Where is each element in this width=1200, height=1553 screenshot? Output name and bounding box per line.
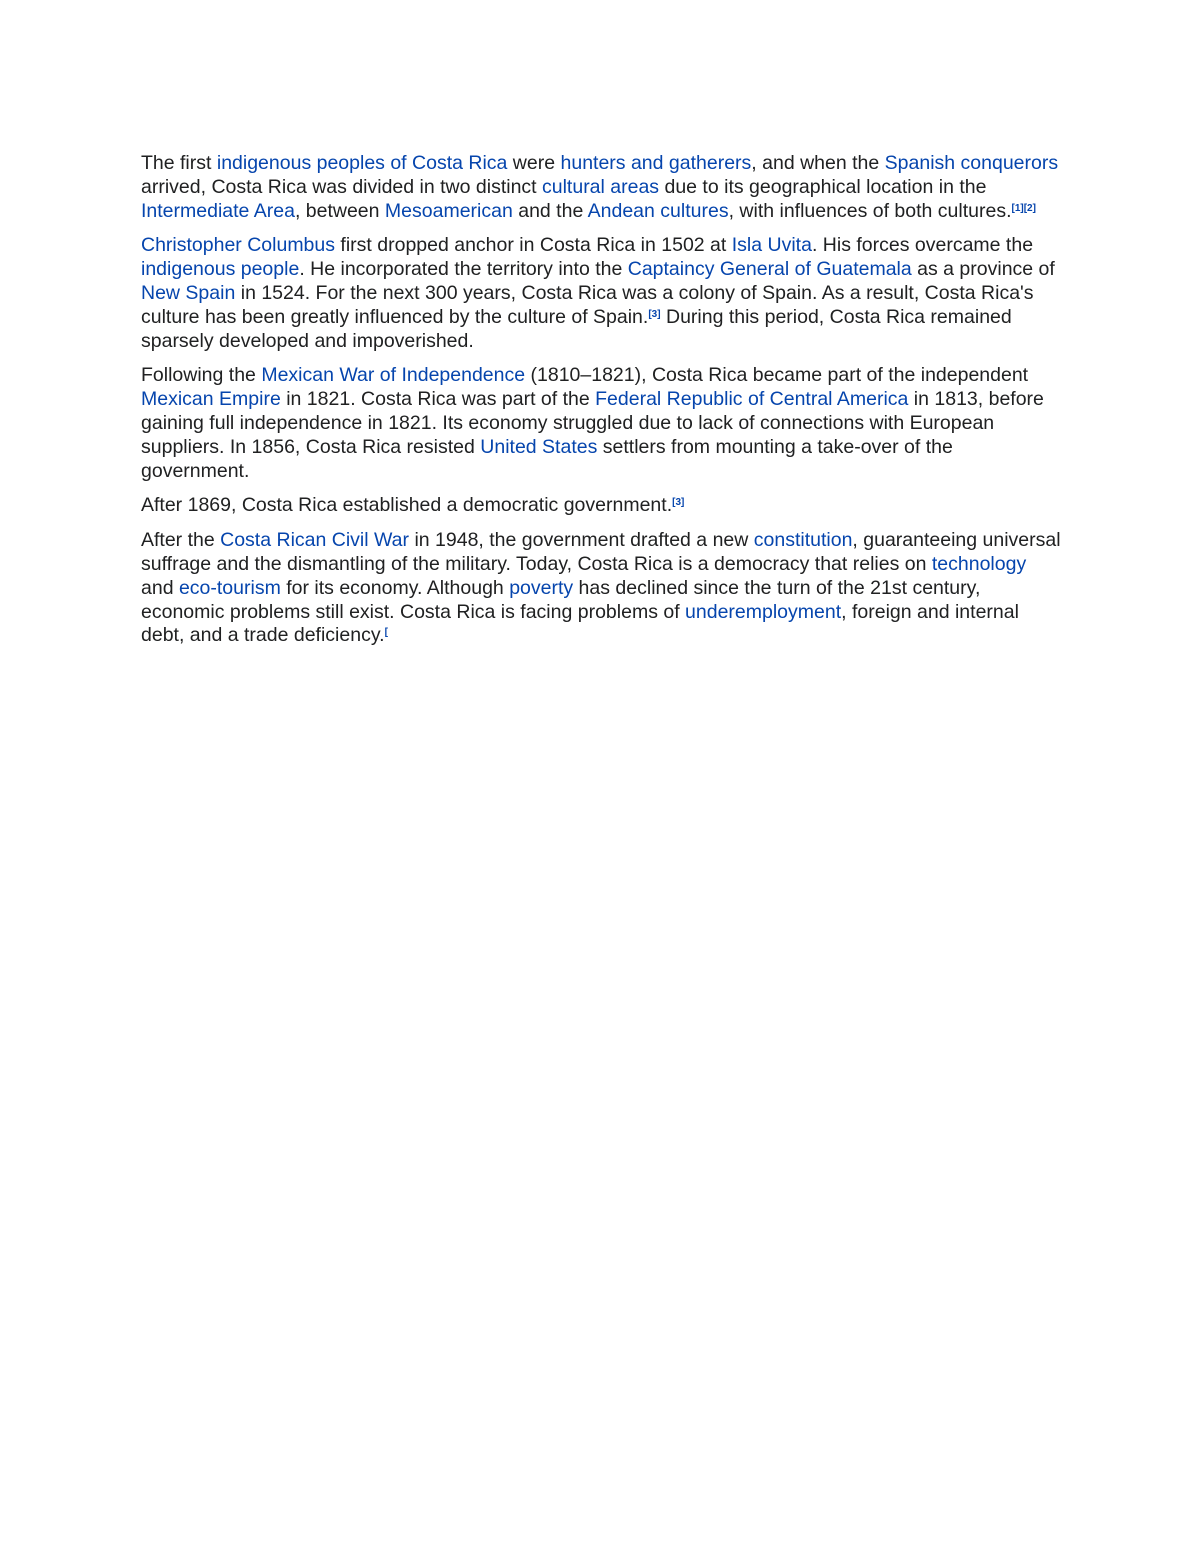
citation-ref[interactable]: [ bbox=[384, 627, 388, 639]
article-link[interactable]: Andean cultures bbox=[587, 199, 729, 222]
paragraph bbox=[141, 494, 1061, 518]
text-run: , and when the bbox=[751, 152, 885, 174]
text-run: for its economy. Although bbox=[280, 576, 510, 599]
citation-ref[interactable]: [3] bbox=[648, 308, 661, 320]
text-run: and the bbox=[512, 199, 588, 222]
article-link[interactable]: indigenous peoples of Costa Rica bbox=[216, 152, 508, 174]
text-run: due to its geographical location in the bbox=[659, 175, 987, 198]
text-run: Following the bbox=[141, 364, 262, 387]
text-run: , guaranteeing universal suffrage and the dismantling of the military. Today, Costa Rica is a democracy that relies on bbox=[141, 529, 1061, 575]
article-link[interactable]: Mexican Empire bbox=[141, 388, 281, 411]
citation-ref[interactable]: [1][2] bbox=[1011, 202, 1036, 214]
text-run: arrived, Costa Rica was divided in two distinct bbox=[141, 175, 542, 198]
article-link[interactable]: Mesoamerican bbox=[384, 199, 513, 222]
article-link[interactable]: underemployment bbox=[685, 600, 842, 623]
article-link[interactable]: Christopher Columbus bbox=[141, 234, 336, 257]
article-link[interactable]: indigenous people bbox=[141, 258, 300, 281]
text-run: After 1869, Costa Rica established a democratic government. bbox=[141, 494, 673, 517]
article-link[interactable]: cultural areas bbox=[542, 175, 660, 198]
citation-ref[interactable]: [3] bbox=[672, 497, 685, 509]
paragraph bbox=[141, 152, 1061, 223]
article-link[interactable]: Isla Uvita bbox=[731, 234, 812, 257]
text-run: were bbox=[507, 152, 561, 174]
article-link[interactable]: Mexican War of Independence bbox=[261, 364, 526, 387]
text-run: first dropped anchor in Costa Rica in 1502 at bbox=[335, 234, 732, 257]
text-run: . His forces overcame the bbox=[811, 234, 1034, 257]
paragraph bbox=[141, 529, 1061, 648]
article-link[interactable]: hunters and gatherers bbox=[560, 152, 752, 174]
text-run: . He incorporated the territory into the bbox=[299, 258, 628, 281]
article-link[interactable]: poverty bbox=[509, 576, 574, 599]
article-link[interactable]: New Spain bbox=[141, 281, 236, 304]
text-run: has declined since the turn of the 21st century, economic problems still exist. Costa Rica is facing problems of bbox=[141, 576, 981, 623]
article-link[interactable]: constitution bbox=[753, 529, 853, 552]
text-run: After the bbox=[141, 529, 221, 552]
article-link[interactable]: Intermediate Area bbox=[141, 199, 295, 222]
text-run: , between bbox=[294, 199, 385, 222]
article-link[interactable]: United States bbox=[480, 435, 598, 458]
text-run: During this period, Costa Rica remained sparsely developed and impoverished. bbox=[141, 305, 1012, 352]
text-run: in 1821. Costa Rica was part of the bbox=[280, 388, 596, 411]
article-link[interactable]: Spanish conquerors bbox=[884, 152, 1059, 174]
text-run: settlers from mounting a take-over of the government. bbox=[141, 435, 953, 482]
text-run: and bbox=[141, 576, 179, 599]
text-run: as a province of bbox=[911, 258, 1055, 281]
article-link[interactable]: Costa Rican Civil War bbox=[220, 529, 410, 552]
article-link[interactable]: eco-tourism bbox=[178, 576, 281, 599]
text-run: in 1813, before gaining full independence in 1821. Its economy struggled due to lack of connections with European suppliers. In 1856, Costa Rica resisted bbox=[141, 388, 1044, 458]
paragraph bbox=[141, 364, 1061, 483]
text-run: The first bbox=[141, 152, 217, 174]
article-link[interactable]: Federal Republic of Central America bbox=[595, 388, 909, 411]
text-run: , with influences of both cultures. bbox=[728, 199, 1012, 222]
text-run: , foreign and internal debt, and a trade deficiency. bbox=[141, 600, 1019, 647]
text-run: (1810–1821), Costa Rica became part of the independent bbox=[525, 364, 1029, 387]
article-link[interactable]: Captaincy General of Guatemala bbox=[627, 258, 912, 281]
text-run: in 1948, the government drafted a new bbox=[409, 529, 754, 552]
document-body bbox=[141, 152, 1061, 659]
article-link[interactable]: technology bbox=[931, 552, 1027, 575]
paragraph bbox=[141, 234, 1061, 353]
text-run: in 1524. For the next 300 years, Costa Rica was a colony of Spain. As a result, Costa Rica's culture has been greatly influenced by the culture of Spain. bbox=[141, 281, 1034, 328]
